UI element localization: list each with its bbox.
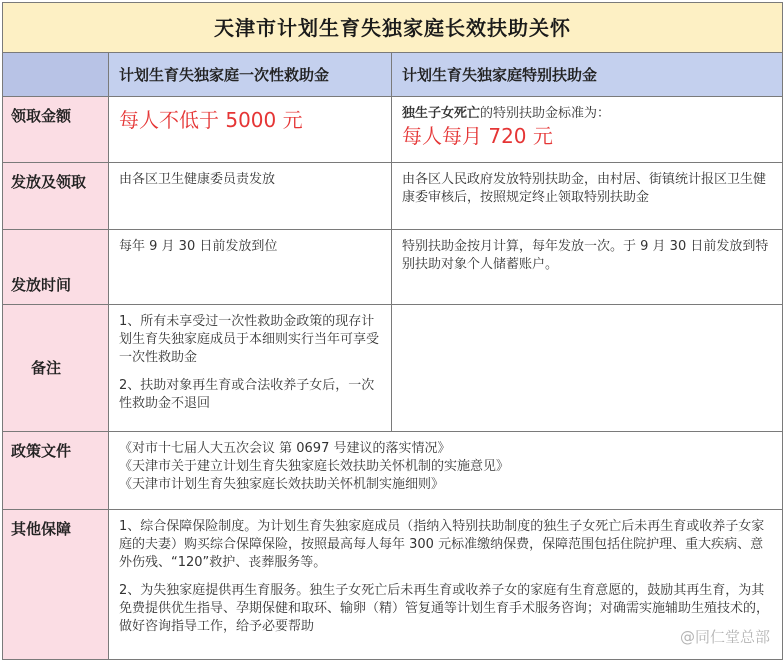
- time-special: 特别扶助金按月计算，每年发放一次。于 9 月 30 日前发放到特别扶助对象个人储蓄账户。: [392, 230, 783, 305]
- row-label-policy: 政策文件: [3, 432, 109, 510]
- remarks-one-time: [109, 305, 392, 432]
- row-label-issue: 发放及领取: [3, 163, 109, 230]
- row-time: [3, 230, 783, 305]
- title-row: [3, 3, 783, 53]
- column-header-special-aid: 计划生育失独家庭特别扶助金: [392, 53, 783, 97]
- other-paragraph-1: 1、综合保障保险制度。为计划生育失独家庭成员（指纳入特别扶助制度的独生子女死亡后未再生育或收养子女家庭的夫妻）购买综合保障保险，按照最高每人每年 300 元标准缴纳保费，保障范围包括住院护理、重大疾病、意外伤残、“120”救护、丧葬服务等。: [119, 519, 765, 570]
- policy-doc: 《天津市计划生育失独家庭长效扶助关怀机制实施细则》: [119, 477, 445, 492]
- issue-one-time: 由各区卫生健康委员责发放: [109, 163, 392, 230]
- remark-note-2: 2、扶助对象再生育或合法收养子女后，一次性救助金不退回: [119, 378, 375, 411]
- row-issue: [3, 163, 783, 230]
- info-table: [2, 2, 783, 660]
- other-paragraph-2: 2、为失独家庭提供再生育服务。独生子女死亡后未再生育或收养子女的家庭有生育意愿的，鼓励其再生育，为其免费提供优生指导、孕期保健和取环、输卵（精）管复通等计划生育手术服务咨询；对确需实施辅助生殖技术的，做好咨询指导工作，给予必要帮助: [119, 583, 770, 634]
- remark-note-1: 1、所有未享受过一次性救助金政策的现存计划生育失独家庭成员于本细则实行当年可享受一次性救助金: [119, 314, 380, 365]
- amount-one-time: [109, 97, 392, 163]
- policy-doc: 《天津市关于建立计划生育失独家庭长效扶助关怀机制的实施意见》: [119, 459, 510, 474]
- policy-documents: [109, 432, 783, 510]
- policy-doc: 《对市十七届人大五次会议 第 0697 号建议的落实情况》: [119, 441, 451, 456]
- row-label-amount: 领取金额: [3, 97, 109, 163]
- row-other: [3, 510, 783, 660]
- header-blank: [3, 53, 109, 97]
- issue-special: 由各区人民政府发放特别扶助金，由村居、街镇统计报区卫生健康委审核后，按照规定终止领取特别扶助金: [392, 163, 783, 230]
- watermark: @同仁堂总部: [679, 628, 770, 646]
- row-label-time: 发放时间: [3, 230, 109, 305]
- row-remarks: [3, 305, 783, 432]
- row-policy: [3, 432, 783, 510]
- amount-special: [392, 97, 783, 163]
- amount-one-time-value: 每人不低于 5000 元: [119, 108, 303, 132]
- page-title: 天津市计划生育失独家庭长效扶助关怀: [3, 3, 783, 53]
- header-row: [3, 53, 783, 97]
- column-header-one-time-aid: 计划生育失独家庭一次性救助金: [109, 53, 392, 97]
- amount-special-bold: 独生子女死亡: [402, 106, 481, 121]
- amount-special-value: 每人每月 720 元: [402, 124, 553, 148]
- row-label-remarks: 备注: [3, 305, 109, 432]
- amount-special-rest: 的特别扶助金标准为：: [480, 106, 611, 121]
- row-amount: [3, 97, 783, 163]
- time-one-time: 每年 9 月 30 日前发放到位: [109, 230, 392, 305]
- row-label-other: 其他保障: [3, 510, 109, 660]
- remarks-special: [392, 305, 783, 432]
- amount-special-intro: [402, 105, 772, 123]
